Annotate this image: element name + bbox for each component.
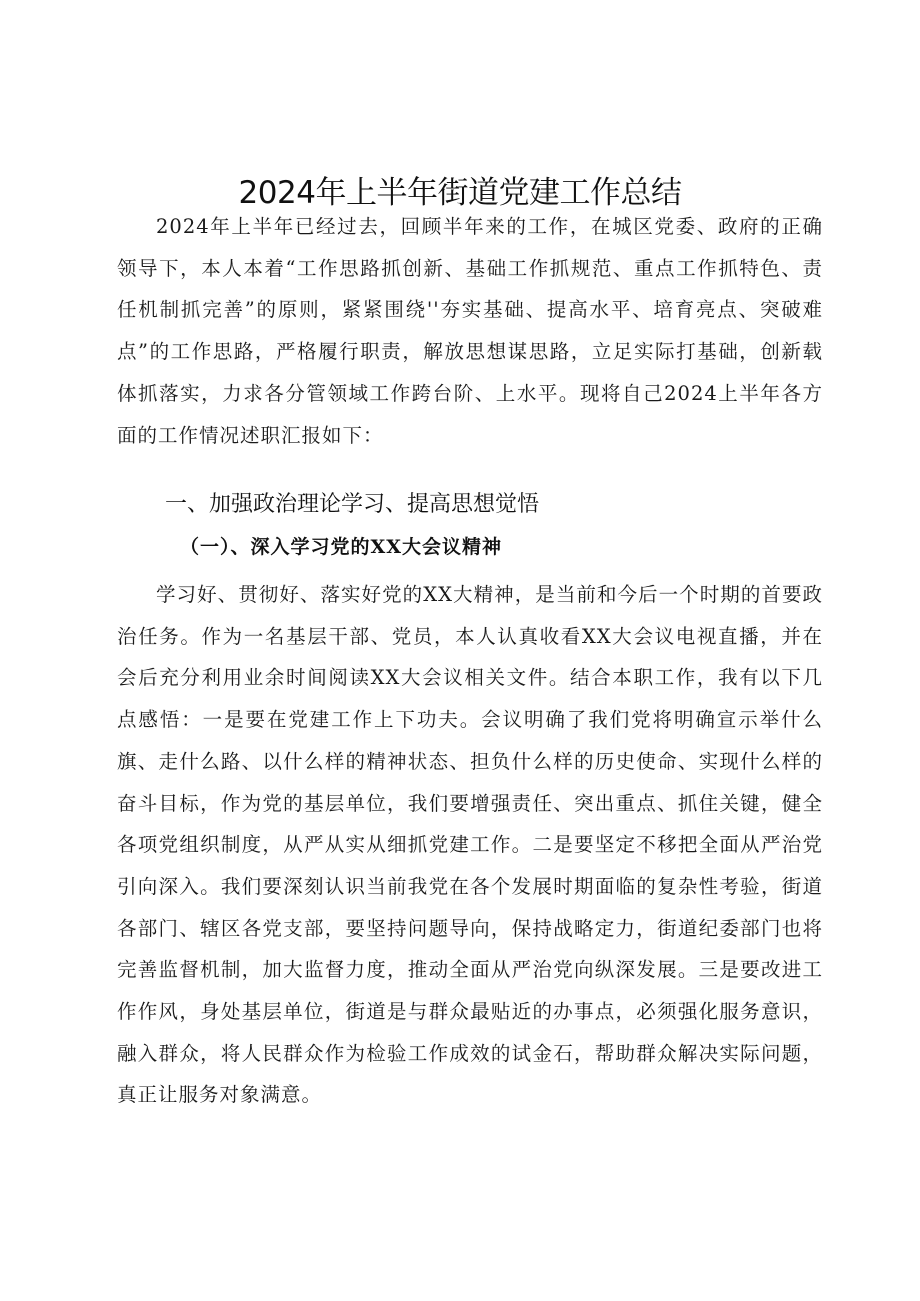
document-title: 2024年上半年街道党建工作总结: [238, 175, 682, 211]
subsection-heading: （一）、深入学习党的XX大会议精神: [180, 536, 502, 558]
intro-paragraph: 2024年上半年已经过去，回顾半年来的工作，在城区党委、政府的正确领导下，本人本着“工作思路抓创新、基础工作抓规范、重点工作抓特色、责任机制抓完善”的原则，紧紧围绕''夯实基础、提高水平、培育亮点、突破难点”的工作思路，严格履行职责，解放思想谋思路，立足实际打基础，创新载体抓落实，力求各分管领域工作跨台阶、上水平。现将自己2024上半年各方面的工作情况述职汇报如下：: [117, 215, 823, 447]
section-heading: 一、加强政治理论学习、提高思想觉悟: [165, 492, 540, 517]
body-paragraph: 学习好、贯彻好、落实好党的XX大精神，是当前和今后一个时期的首要政治任务。作为一名基层干部、党员，本人认真收看XX大会议电视直播，并在会后充分利用业余时间阅读XX大会议相关文件。结合本职工作，我有以下几点感悟：一是要在党建工作上下功夫。会议明确了我们党将明确宣示举什么旗、走什么路、以什么样的精神状态、担负什么样的历史使命、实现什么样的奋斗目标，作为党的基层单位，我们要增强责任、突出重点、抓住关键，健全各项党组织制度，从严从实从细抓党建工作。二是要坚定不移把全面从严治党引向深入。我们要深刻认识当前我党在各个发展时期面临的复杂性考验，街道各部门、辖区各党支部，要坚持问题导向，保持战略定力，街道纪委部门也将完善监督机制，加大监督力度，推动全面从严治党向纵深发展。三是要改进工作作风，身处基层单位，街道是与群众最贴近的办事点，必须强化服务意识，融入群众，将人民群众作为检验工作成效的试金石，帮助群众解决实际问题，真正让服务对象满意。: [117, 583, 823, 1107]
